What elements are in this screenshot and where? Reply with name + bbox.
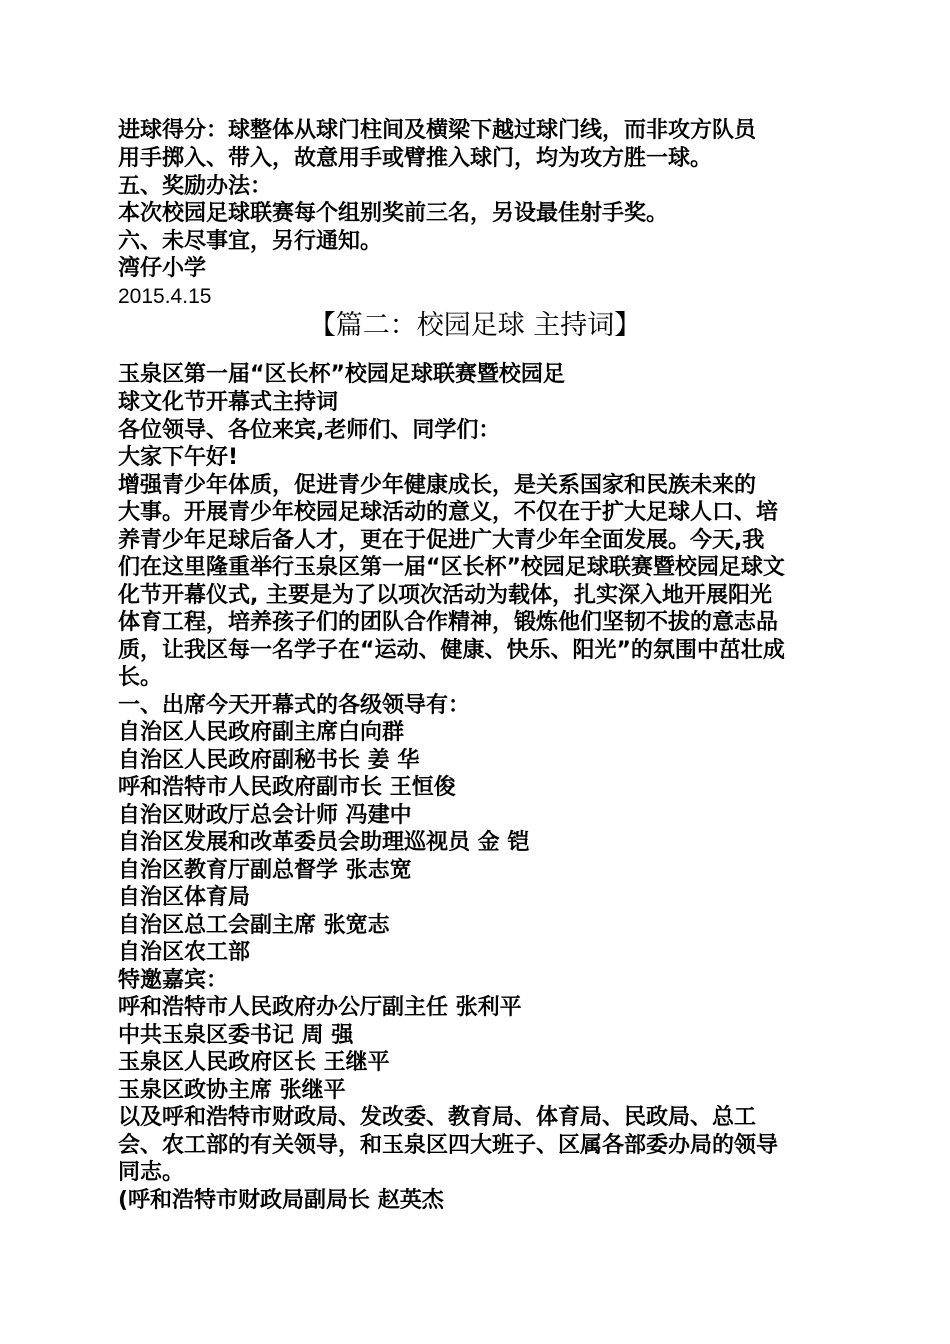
text-line: 会、农工部的有关领导，和玉泉区四大班子、区属各部委办局的领导 xyxy=(118,1133,779,1158)
text-line: 体育工程，培养孩子们的团队合作精神，锻炼他们坚韧不拔的意志品 xyxy=(118,610,779,635)
text-line: 自治区教育厅副总督学 张志宽 xyxy=(118,858,412,883)
text-line: 一、出席今天开幕式的各级领导有： xyxy=(118,693,471,718)
text-line: 呼和浩特市人民政府办公厅副主任 张利平 xyxy=(118,995,522,1020)
text-line: (呼和浩特市财政局副局长 赵英杰 xyxy=(118,1188,444,1213)
text-line: 自治区财政厅总会计师 冯建中 xyxy=(118,803,412,828)
text-line: 呼和浩特市人民政府副市长 王恒俊 xyxy=(118,775,456,800)
text-line: 本次校园足球联赛每个组别奖前三名，另设最佳射手奖。 xyxy=(118,201,669,226)
text-line: 同志。 xyxy=(118,1160,185,1185)
section-title: 【篇二：校园足球 主持词】 xyxy=(308,310,642,341)
text-line: 用手掷入、带入，故意用手或臂推入球门，均为攻方胜一球。 xyxy=(118,146,713,171)
text-line: 各位领导、各位来宾,老师们、同学们： xyxy=(118,418,501,443)
text-line: 养青少年足球后备人才，更在于促进广大青少年全面发展。今天,我 xyxy=(118,528,765,553)
text-line: 自治区总工会副主席 张宽志 xyxy=(118,913,390,938)
document-date: 2015.4.15 xyxy=(118,285,212,308)
text-line: 以及呼和浩特市财政局、发改委、教育局、体育局、民政局、总工 xyxy=(118,1105,757,1130)
text-line: 进球得分：球整体从球门柱间及横梁下越过球门线，而非攻方队员 xyxy=(118,118,757,143)
text-line: 质，让我区每一名学子在“运动、健康、快乐、阳光”的氛围中茁壮成 xyxy=(118,638,785,663)
text-line: 大家下午好! xyxy=(118,445,239,470)
text-line: 五、奖励办法： xyxy=(118,174,273,199)
text-line: 玉泉区第一届“区长杯”校园足球联赛暨校园足 xyxy=(118,362,565,387)
text-line: 自治区发展和改革委员会助理巡视员 金 铠 xyxy=(118,830,530,855)
text-line: 六、未尽事宜，另行通知。 xyxy=(118,229,383,254)
text-line: 长。 xyxy=(118,665,163,690)
signature-school: 湾仔小学 xyxy=(118,256,207,281)
text-line: 中共玉泉区委书记 周 强 xyxy=(118,1023,354,1048)
text-line: 增强青少年体质，促进青少年健康成长，是关系国家和民族未来的 xyxy=(118,473,757,498)
text-line: 自治区农工部 xyxy=(118,940,251,965)
text-line: 化节开幕仪式, 主要是为了以项次活动为载体，扎实深入地开展阳光 xyxy=(118,583,773,608)
text-line: 自治区人民政府副秘书长 姜 华 xyxy=(118,748,420,773)
text-line: 自治区人民政府副主席白向群 xyxy=(118,720,405,745)
text-line: 特邀嘉宾： xyxy=(118,968,229,993)
text-line: 自治区体育局 xyxy=(118,885,251,910)
text-line: 大事。开展青少年校园足球活动的意义，不仅在于扩大足球人口、培 xyxy=(118,500,779,525)
text-line: 玉泉区政协主席 张继平 xyxy=(118,1078,346,1103)
text-line: 玉泉区人民政府区长 王继平 xyxy=(118,1050,390,1075)
text-line: 们在这里隆重举行玉泉区第一届“区长杯”校园足球联赛暨校园足球文 xyxy=(118,555,785,580)
text-line: 球文化节开幕式主持词 xyxy=(118,390,339,415)
